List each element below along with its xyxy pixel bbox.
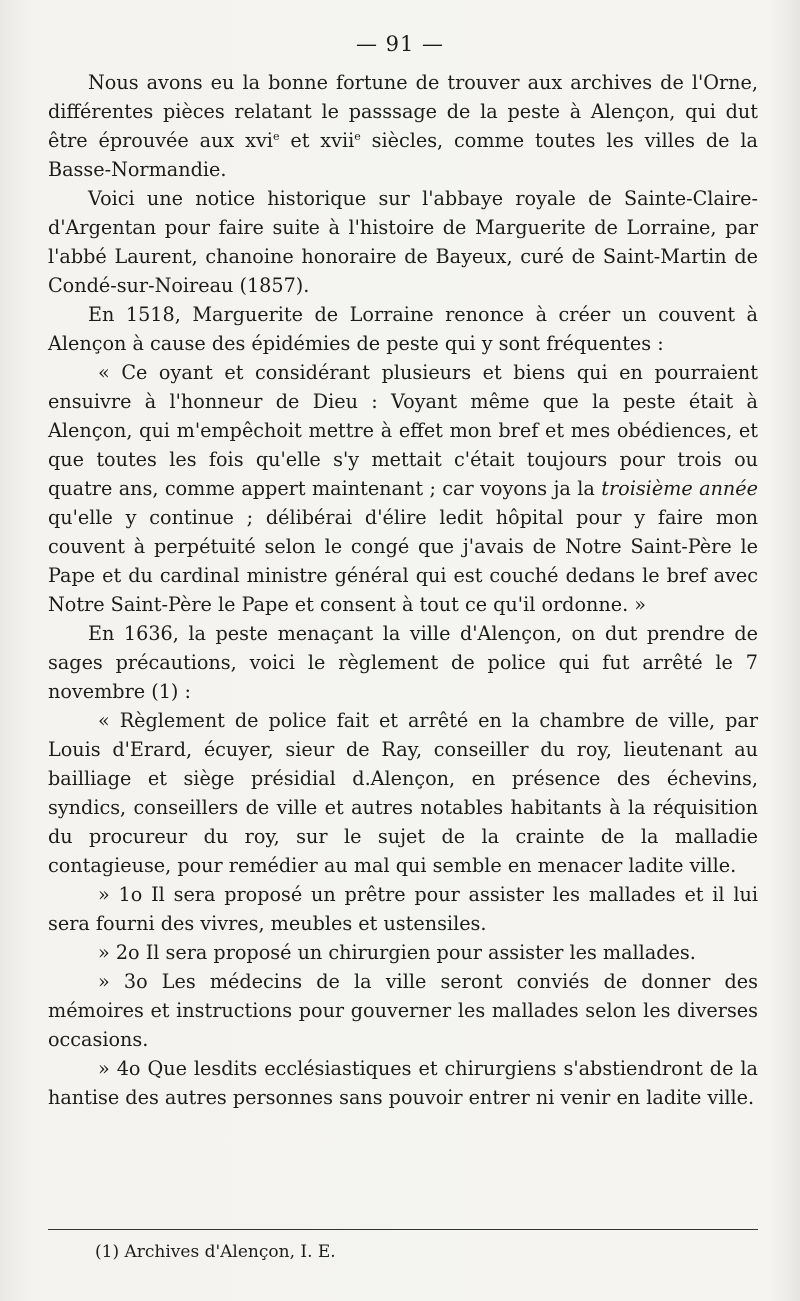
paragraph-notice-historique: Voici une notice historique sur l'abbaye royale de Sainte-Claire-d'Argentan pour faire suite à l'histoire de Marguerite de Lorraine, par l'abbé Laurent, chanoine honoraire de Bayeux, curé de Saint-Martin de Condé-sur-Noireau (1857).	[48, 187, 758, 297]
paragraph-1636: En 1636, la peste menaçant la ville d'Alençon, on dut prendre de sages précautions, voici le règlement de police qui fut arrêté le 7 novembre (1) :	[48, 622, 758, 703]
paragraph-text: siècles, comme toutes les villes de la Basse-Normandie.	[48, 129, 758, 181]
paragraph-text: qu'elle y continue ; délibérai d'élire ledit hôpital pour y faire mon couvent à perpétuité selon le congé que j'avais de Notre Saint-Père le Pape et du cardinal ministre général qui est couché dedans le bref avec Notre Saint-Père le Pape et consent à tout ce qu'il ordonne. »	[48, 506, 758, 616]
paragraph-archives-orne	[48, 68, 758, 184]
article-2: » 2o Il sera proposé un chirurgien pour assister les mallades.	[98, 941, 696, 964]
paragraph-1518: En 1518, Marguerite de Lorraine renonce à créer un couvent à Alençon à cause des épidémies de peste qui y sont fréquentes :	[48, 303, 758, 355]
paragraph-text: Nous avons eu la bonne fortune de trouver aux archives de l'Orne, différentes pièces relatant le passsage de la peste à Alençon, qui dut être éprouvée aux	[48, 71, 758, 152]
article-1: » 1o Il sera proposé un prêtre pour assister les mallades et il lui sera fourni des vivres, meubles et ustensiles.	[48, 883, 758, 935]
article-3: » 3o Les médecins de la ville seront conviés de donner des mémoires et instructions pour gouverner les mallades selon les diverses occasions.	[48, 970, 758, 1051]
century-numeral: xvii	[320, 129, 355, 152]
superscript: e	[354, 130, 361, 143]
page-number: — 91 —	[355, 32, 445, 56]
century-numeral: xvi	[245, 129, 273, 152]
paragraph-text: « Ce oyant et considérant plusieurs et biens qui en pourraient ensuivre à l'honneur de Dieu : Voyant même que la peste était à Alençon, qui m'empêchoit mettre à effet mon bref et mes obédiences, et que toutes les fois qu'elle s'y mettait c'était toujours pour trois ou quatre ans, comme appert maintenant ; car voyons ja la	[48, 361, 758, 500]
article-4: » 4o Que lesdits ecclésiastiques et chirurgiens s'abstiendront de la hantise des autres personnes sans pouvoir entrer ni venir en ladite ville.	[48, 1057, 758, 1109]
superscript: e	[272, 130, 280, 143]
paragraph-quotation	[48, 358, 758, 619]
footnote-divider	[48, 1229, 758, 1230]
footnote: (1) Archives d'Alençon, I. E.	[95, 1242, 336, 1262]
body-text	[48, 68, 758, 1112]
conjunction: et	[279, 129, 321, 152]
paragraph-reglement: « Règlement de police fait et arrêté en la chambre de ville, par Louis d'Erard, écuyer, sieur de Ray, conseiller du roy, lieutenant au bailliage et siège présidial d.Alençon, en présence des échevins, syndics, conseillers de ville et autres notables habitants à la réquisition du procureur du roy, sur le sujet de la crainte de la malladie contagieuse, pour remédier au mal qui semble en menacer ladite ville.	[48, 709, 758, 877]
italic-text: troisième année	[601, 477, 758, 500]
